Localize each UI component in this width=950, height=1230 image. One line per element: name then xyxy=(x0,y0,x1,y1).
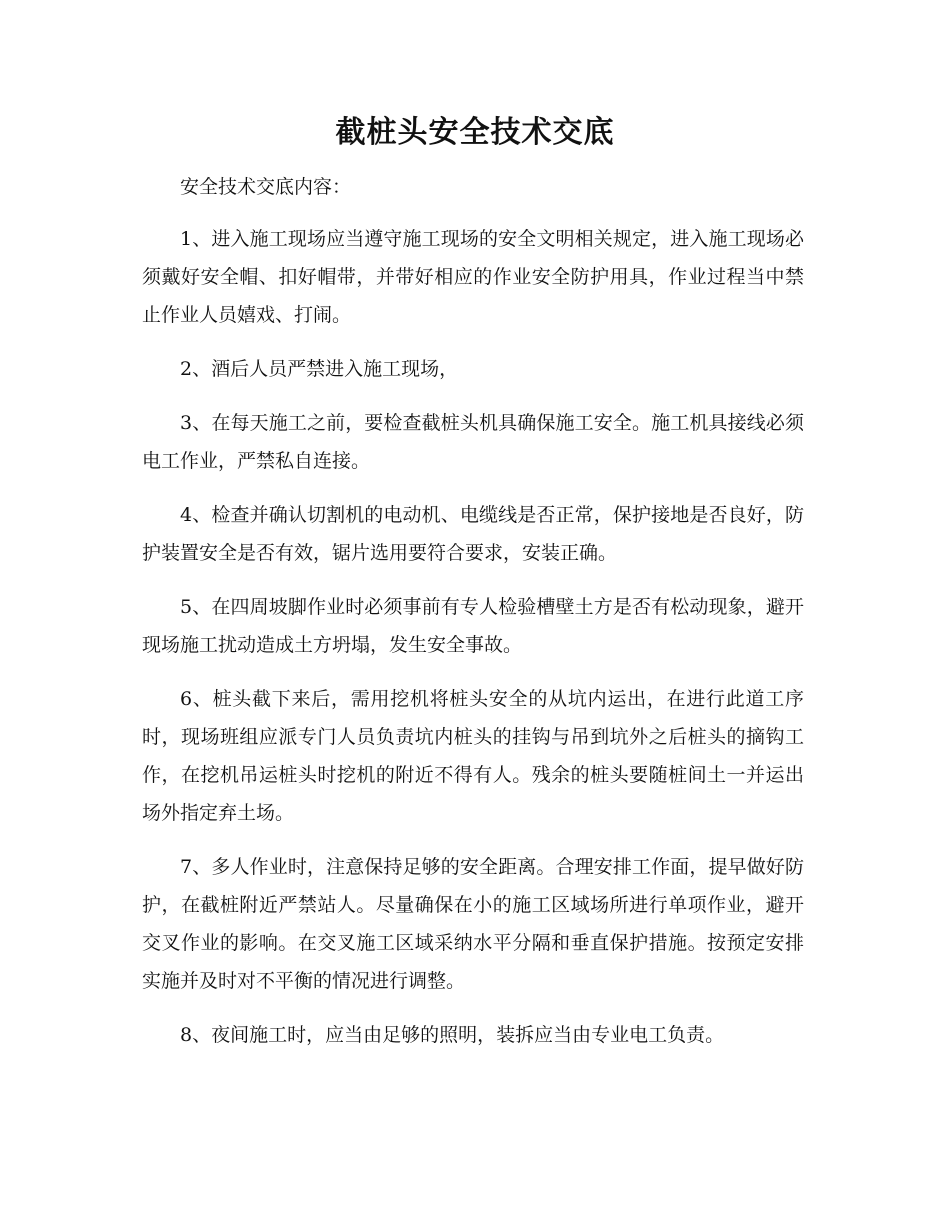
item-paragraph-8: 8、夜间施工时，应当由足够的照明，装拆应当由专业电工负责。 xyxy=(180,1024,725,1046)
item-paragraph-4: 4、检查并确认切割机的电动机、电缆线是否正常，保护接地是否良好，防护装置安全是否有效，锯片选用要符合要求，安装正确。 xyxy=(142,504,804,564)
item-paragraph-1: 1、进入施工现场应当遵守施工现场的安全文明相关规定，进入施工现场必须戴好安全帽、扣好帽带，并带好相应的作业安全防护用具，作业过程当中禁止作业人员嬉戏、打闹。 xyxy=(142,228,804,326)
item-paragraph-3: 3、在每天施工之前，要检查截桩头机具确保施工安全。施工机具接线必须电工作业，严禁私自连接。 xyxy=(142,412,804,472)
document-title: 截桩头安全技术交底 xyxy=(335,115,615,150)
item-paragraph-7: 7、多人作业时，注意保持足够的安全距离。合理安排工作面，提早做好防护，在截桩附近严禁站人。尽量确保在小的施工区域场所进行单项作业，避开交叉作业的影响。在交叉施工区域采纳水平分隔和垂直保护措施。按预定安排实施并及时对不平衡的情况进行调整。 xyxy=(142,856,804,992)
item-paragraph-5: 5、在四周坡脚作业时必须事前有专人检验槽壁土方是否有松动现象，避开现场施工扰动造成土方坍塌，发生安全事故。 xyxy=(142,596,804,656)
item-paragraph-6: 6、桩头截下来后，需用挖机将桩头安全的从坑内运出，在进行此道工序时，现场班组应派专门人员负责坑内桩头的挂钩与吊到坑外之后桩头的摘钩工作，在挖机吊运桩头时挖机的附近不得有人。残余的桩头要随桩间土一并运出场外指定弃土场。 xyxy=(142,688,804,824)
document-body xyxy=(142,168,804,1070)
intro-paragraph: 安全技术交底内容： xyxy=(180,176,352,198)
item-paragraph-2: 2、酒后人员严禁进入施工现场， xyxy=(180,358,459,380)
